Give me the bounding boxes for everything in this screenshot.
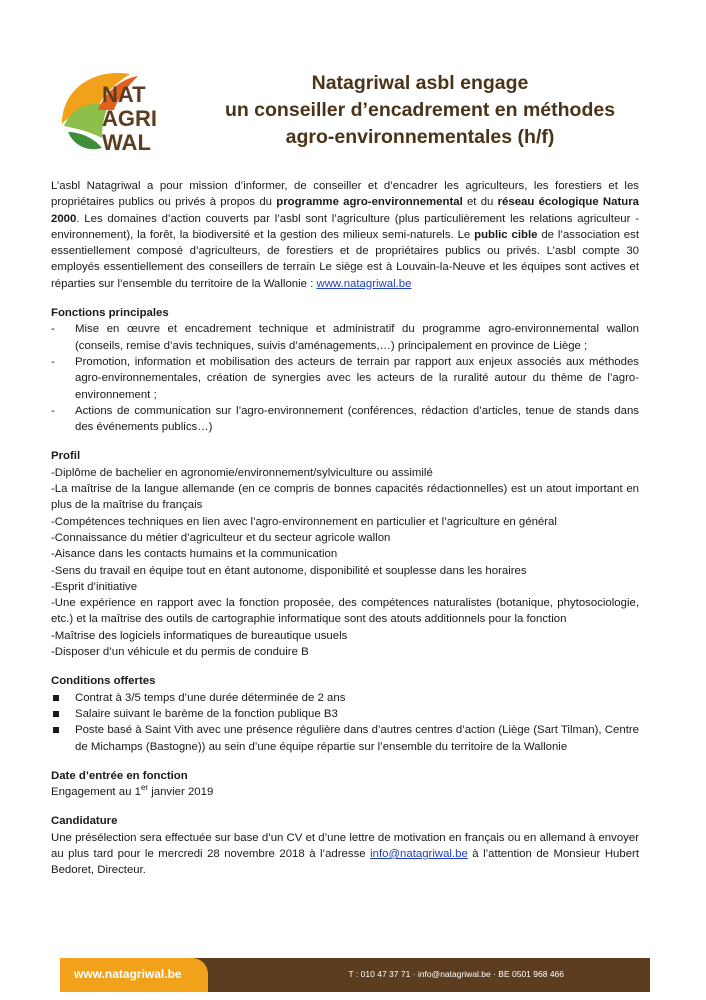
list-item: [51, 403, 639, 436]
date-title: Date d’entrée en fonction: [51, 769, 188, 782]
candidature-title: Candidature: [51, 815, 118, 828]
footer-website[interactable]: www.natagriwal.be: [74, 967, 182, 981]
dash-marker: -: [51, 355, 55, 368]
intro-text-2: et du: [462, 196, 498, 209]
square-bullet-icon: [53, 695, 59, 701]
intro-bold-reseau: réseau écologique Natura 2000: [51, 196, 639, 225]
section-profil: [51, 448, 639, 660]
date-text: [51, 784, 639, 800]
profil-line: -Aisance dans les contacts humains et la communication: [51, 548, 338, 561]
fonctions-title: Fonctions principales: [51, 307, 169, 320]
intro-text-1: L’asbl Natagriwal a pour mission d’informer, de conseiller et d’encadrer les agriculteurs, les forestiers et les propriétaires publics ou privés à propos du: [51, 180, 639, 209]
intro-text-3: . Les domaines d’action couverts par l’asbl sont l’agriculture (plus particulièrement les relations agriculteur - environnement), la forêt, la biodiversité et la gestion des milieux semi-naturels. Le: [51, 212, 639, 241]
title-line-2: un conseiller d’encadrement en méthodes: [224, 99, 616, 121]
date-superscript: er: [140, 783, 149, 793]
list-item: [51, 706, 639, 722]
candidature-text-2: à l’attention de Monsieur Hubert Bedoret, Directeur.: [51, 847, 640, 877]
profil-line: -Disposer d’un véhicule et du permis de conduire B: [51, 646, 309, 659]
list-item-text: Actions de communication sur l’agro-environnement (conférences, rédaction d’articles, tenue de stands dans des événements publics…): [75, 404, 639, 434]
intro-bold-programme: programme agro-environnemental: [276, 196, 463, 209]
list-item: [51, 354, 639, 403]
list-item-text: Mise en œuvre et encadrement technique et administratif du programme agro-environnemental wallon (conseils, remise d’avis techniques, suivis d’aménagements,…) principalement en province de Liège ;: [75, 323, 639, 352]
section-conditions: [51, 673, 639, 754]
list-item: [51, 690, 639, 706]
fonctions-list: [51, 321, 639, 435]
logo-text-nat: NAT: [102, 82, 146, 107]
conditions-list: [51, 690, 639, 755]
page-title: [190, 70, 650, 151]
title-line-1: Natagriwal asbl engage: [311, 72, 529, 94]
profil-line: -Esprit d’initiative: [51, 580, 138, 593]
section-date: [51, 768, 639, 801]
candidature-text-1: Une présélection sera effectuée sur base d’un CV et d’une lettre de motivation en français ou en allemand à envoyer au plus tard pour le mercredi 28 novembre 2018 à l’adresse: [51, 831, 639, 860]
job-description: [51, 178, 639, 879]
footer-contact: T : 010 47 37 71 · info@natagriwal.be · BE 0501 968 466: [348, 969, 564, 979]
profil-line: -Diplôme de bachelier en agronomie/environnement/sylviculture ou assimilé: [51, 466, 433, 479]
natagriwal-logo: [58, 66, 178, 158]
logo-text-agri: AGRI: [102, 106, 157, 131]
intro-paragraph: [51, 178, 639, 292]
date-text-1: Engagement au 1: [51, 786, 141, 799]
intro-text-4: de l’association est essentiellement composé d’agriculteurs, de forestiers et de propriétaires publics ou privés. L’asbl compte 30 employés essentiellement des conseillers de terrain Le siège est à Louvain-la-Neuve et les équipes sont actives et réparties sur l’ensemble du territoire de la Wallonie :: [51, 228, 639, 290]
list-item: [51, 321, 639, 354]
logo-text-wal: WAL: [102, 130, 151, 155]
profil-line: -Sens du travail en équipe tout en étant autonome, disponibilité et souplesse dans les horaires: [51, 564, 527, 577]
candidature-text: [51, 830, 639, 879]
list-item-text: Poste basé à Saint Vith avec une présence régulière dans d’autres centres d’action (Liège (Sart Tilman), Centre de Michamps (Bastogne)) au sein d’une équipe répartie sur l’ensemble du territoire de la Wallonie: [75, 724, 639, 753]
profil-line: -Connaissance du métier d’agriculteur et du secteur agricole wallon: [51, 531, 391, 544]
intro-bold-public-cible: public cible: [474, 228, 538, 241]
list-item: [51, 722, 639, 755]
profil-line: -Maîtrise des logiciels informatiques de bureautique usuels: [51, 629, 348, 642]
profil-line: -Une expérience en rapport avec la fonction proposée, des compétences naturalistes (botanique, phytosociologie, etc.) et la maîtrise des outils de cartographie informatique sont des atouts additionnels pour la fonction: [51, 597, 639, 626]
profil-title: Profil: [51, 450, 81, 463]
conditions-title: Conditions offertes: [51, 675, 156, 688]
footer-bar: [60, 958, 650, 992]
profil-line: -La maîtrise de la langue allemande (en ce compris de bonnes capacités rédactionnelles) est un atout important en plus de la maîtrise du français: [51, 483, 639, 512]
square-bullet-icon: [53, 727, 59, 733]
date-text-2: janvier 2019: [148, 786, 214, 799]
list-item-text: Contrat à 3/5 temps d’une durée déterminée de 2 ans: [75, 691, 346, 704]
dash-marker: -: [51, 404, 55, 417]
section-candidature: [51, 813, 639, 878]
logo-graphic: [58, 66, 178, 158]
website-link[interactable]: www.natagriwal.be: [316, 277, 412, 290]
title-line-3: agro-environnementales (h/f): [285, 126, 555, 148]
profil-line: -Compétences techniques en lien avec l’agro-environnement en particulier et l’agriculture en général: [51, 515, 557, 528]
square-bullet-icon: [53, 711, 59, 717]
list-item-text: Salaire suivant le barème de la fonction publique B3: [75, 707, 338, 720]
list-item-text: Promotion, information et mobilisation des acteurs de terrain par rapport aux enjeux associés aux méthodes agro-environnementales, création de synergies avec les acteurs de la ruralité autour du thème de l’agro-environnement ;: [75, 355, 639, 401]
section-fonctions: [51, 305, 639, 435]
email-link[interactable]: info@natagriwal.be: [370, 847, 468, 860]
dash-marker: -: [51, 323, 55, 336]
